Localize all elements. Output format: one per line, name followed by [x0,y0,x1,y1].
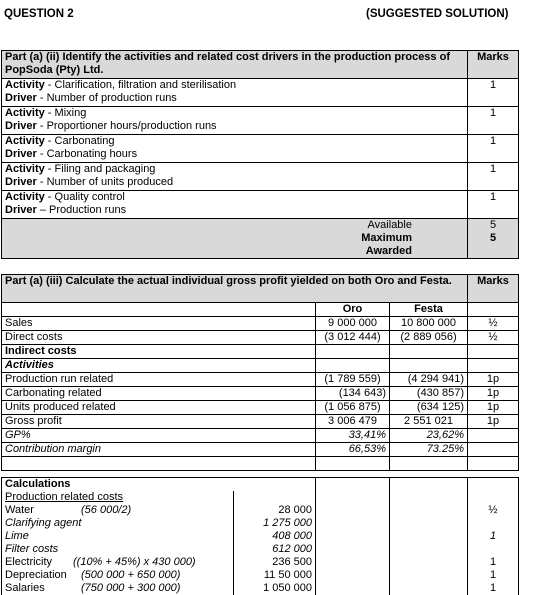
festa-value: (2 889 056) [390,331,468,345]
festa-value: (4 294 941) [390,373,468,387]
calc-row [2,504,519,517]
calculations-title: Calculations [2,478,316,492]
oro-value: 66,53% [316,443,390,457]
festa-value: (430 857) [390,387,468,401]
activity-text: - Quality control [44,191,125,203]
activity-text: - Clarification, filtration and sterilisation [44,79,237,91]
driver-text: - Number of units produced [36,176,174,188]
available-value: 5 [489,219,497,231]
activity-label: Activity [5,135,45,147]
calc-item: Water [5,504,34,516]
calc-amount: 612 000 [234,543,316,556]
driver-label: Driver [5,120,37,132]
activity-row [2,107,519,135]
activity-mark: 1 [468,79,519,107]
activity-mark: 1 [468,135,519,163]
calc-item: Electricity [5,556,53,568]
calc-mark [468,517,519,530]
table-row [2,429,519,443]
solution-heading: (SUGGESTED SOLUTION) [366,8,509,20]
activity-text: - Mixing [44,107,87,119]
table-row [2,443,519,457]
activity-label: Activity [5,107,45,119]
calc-row [2,530,519,543]
row-label: Units produced related [2,401,316,415]
driver-text: - Carbonating hours [36,148,138,160]
calc-formula: (56 000/2) [81,504,132,516]
activity-label: Activity [5,79,45,91]
table-row [2,401,519,415]
row-label: Sales [2,317,316,331]
activity-label: Activity [5,163,45,175]
activity-text: - Carbonating [44,135,115,147]
driver-text: – Production runs [36,204,127,216]
oro-value: 33,41% [316,429,390,443]
row-label: Gross profit [2,415,316,429]
table-row [2,415,519,429]
row-mark: ½ [468,331,519,345]
available-label: Available [367,219,412,231]
festa-value: 73.25% [390,443,468,457]
row-mark: 1p [468,373,519,387]
row-label: Contribution margin [2,443,316,457]
festa-value: 23,62% [390,429,468,443]
row-mark: ½ [468,317,519,331]
table-row [2,345,519,359]
festa-value: 2 551 021 [390,415,468,429]
activity-row [2,79,519,107]
row-label: Direct costs [2,331,316,345]
calc-row [2,569,519,582]
calc-amount: 236 500 [234,556,316,569]
table1-title: Part (a) (ii) Identify the activities and related cost drivers in the production process of PopSoda (Pty) Ltd. [2,51,468,79]
table-row [2,373,519,387]
calc-item: Filter costs [2,543,234,556]
calc-amount: 1 275 000 [234,517,316,530]
festa-value: (634 125) [390,401,468,415]
calculations-subtitle: Production related costs [2,491,234,504]
calc-item: Salaries [5,582,45,594]
driver-text: - Number of production runs [36,92,177,104]
driver-label: Driver [5,92,37,104]
calc-formula: ((10% + 45%) x 430 000) [73,556,196,568]
calc-mark: 1 [468,556,519,569]
calc-row [2,582,519,595]
table2-marks-header: Marks [468,275,519,303]
table-row [2,331,519,345]
calc-row [2,556,519,569]
calc-item: Lime [2,530,234,543]
calc-amount: 1 050 000 [234,582,316,595]
oro-value: (3 012 444) [316,331,390,345]
row-label: GP% [2,429,316,443]
calc-item: Clarifying agent [2,517,234,530]
driver-label: Driver [5,204,37,216]
calc-formula: (500 000 + 650 000) [81,569,181,581]
calc-amount: 11 50 000 [234,569,316,582]
activity-text: - Filing and packaging [44,163,156,175]
table2-title: Part (a) (iii) Calculate the actual individual gross profit yielded on both Oro and Festa. [2,275,468,303]
activity-mark: 1 [468,107,519,135]
driver-label: Driver [5,148,37,160]
calc-mark: 1 [468,530,519,543]
gross-profit-table [1,274,519,471]
calc-row [2,517,519,530]
question-heading: QUESTION 2 [4,8,74,20]
row-label: Carbonating related [2,387,316,401]
activities-table [1,50,519,259]
driver-text: - Proportioner hours/production runs [36,120,217,132]
row-mark: 1p [468,401,519,415]
calc-mark [468,543,519,556]
calc-mark: 1 [468,582,519,595]
activity-row [2,163,519,191]
maximum-value: 5 [489,232,497,244]
calc-amount: 408 000 [234,530,316,543]
oro-column-header: Oro [316,303,390,317]
oro-value: 9 000 000 [316,317,390,331]
calculations-table [1,477,519,595]
row-label: Production run related [2,373,316,387]
activity-label: Activity [5,191,45,203]
calc-amount: 28 000 [234,504,316,517]
driver-label: Driver [5,176,37,188]
festa-value: 10 800 000 [390,317,468,331]
row-mark: 1p [468,415,519,429]
table-row [2,317,519,331]
calc-mark: 1 [468,569,519,582]
activity-row [2,135,519,163]
table1-marks-header: Marks [468,51,519,79]
awarded-label: Awarded [365,245,412,257]
activity-mark: 1 [468,191,519,219]
calc-item: Depreciation [5,569,67,581]
oro-value: 3 006 479 [316,415,390,429]
table-row [2,387,519,401]
calc-mark: ½ [468,504,519,517]
activity-row [2,191,519,219]
calc-formula: (750 000 + 300 000) [81,582,181,594]
table-row [2,359,519,373]
row-mark: 1p [468,387,519,401]
calc-row [2,543,519,556]
activity-mark: 1 [468,163,519,191]
maximum-label: Maximum [361,232,412,244]
oro-value: (1 789 559) [316,373,390,387]
festa-column-header: Festa [390,303,468,317]
row-label: Indirect costs [2,345,316,359]
row-label: Activities [2,359,316,373]
oro-value: (1 056 875) [316,401,390,415]
totals-row [2,219,519,259]
oro-value: (134 643) [316,387,390,401]
